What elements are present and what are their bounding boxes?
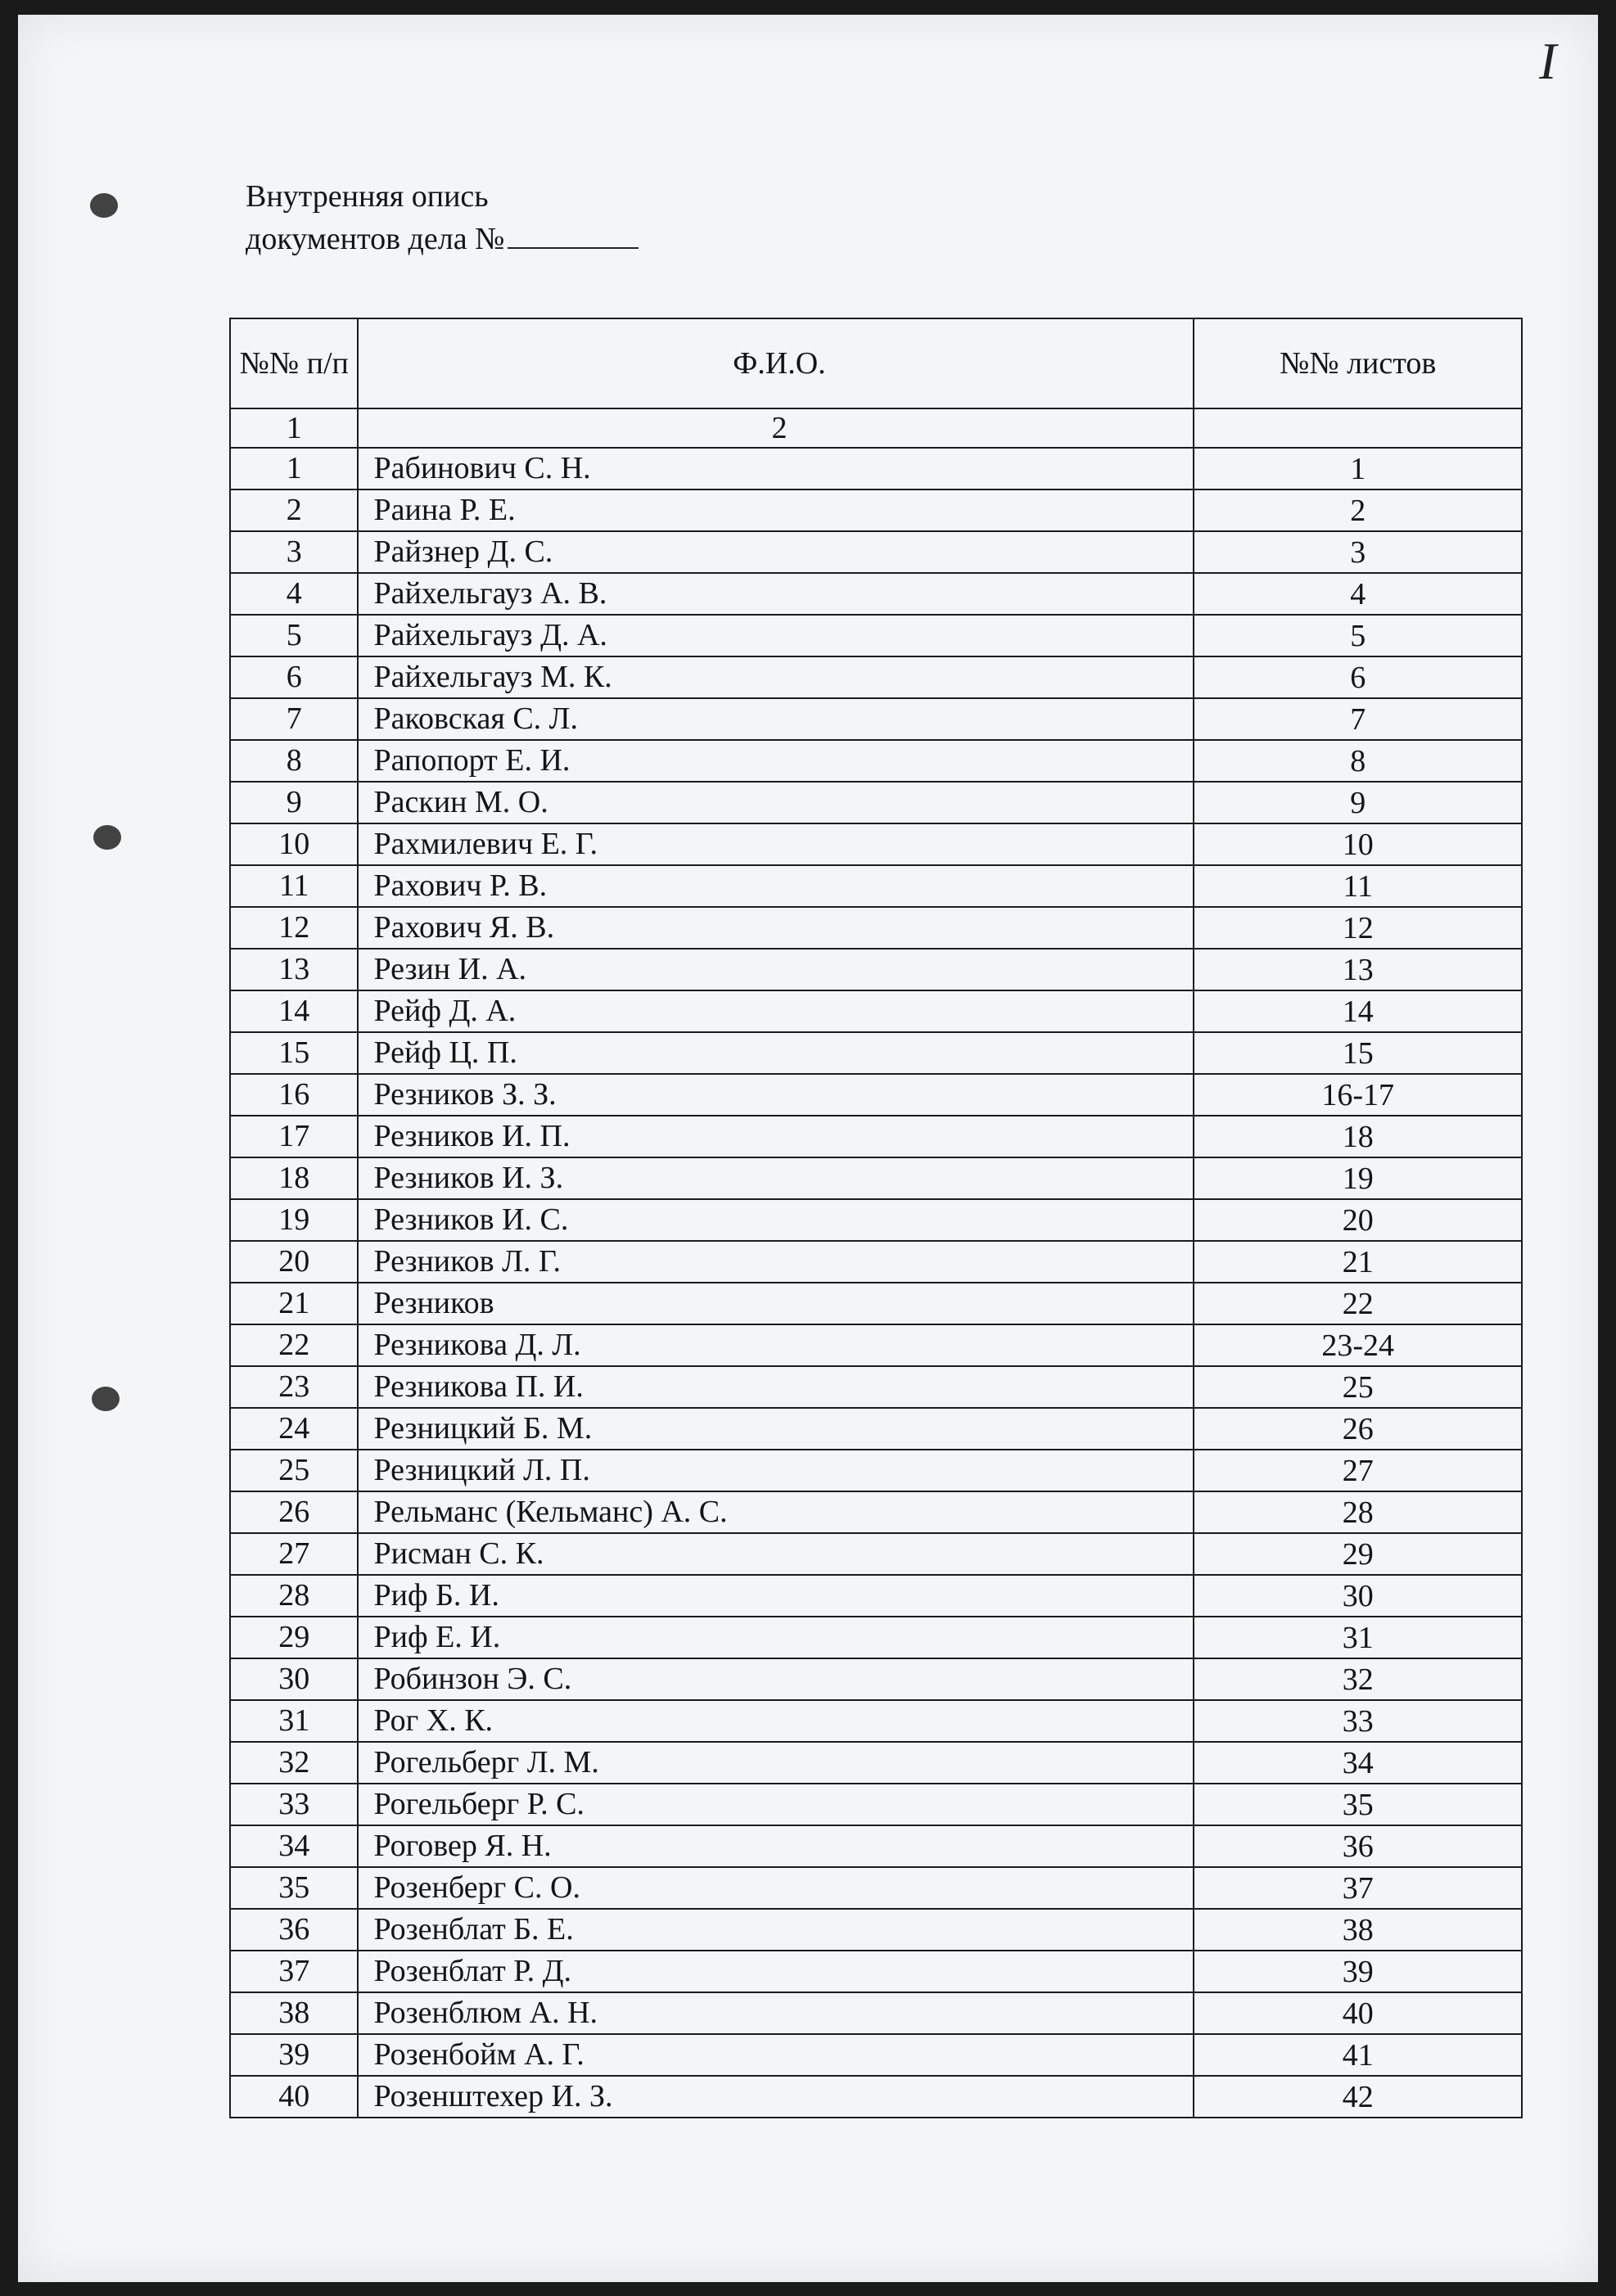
table-header-row: [230, 318, 1522, 408]
column-header-sheets: №№ листов: [1194, 318, 1522, 408]
table-row: [230, 740, 1522, 782]
punch-hole-top: [90, 193, 118, 218]
table-row: [230, 1533, 1522, 1575]
row-sheets: 41: [1194, 2034, 1522, 2076]
case-number-blank: [508, 223, 639, 249]
inventory-rows: [230, 448, 1522, 2118]
row-number: 31: [230, 1700, 358, 1742]
row-name: Розенблюм А. Н.: [358, 1992, 1194, 2034]
row-sheets: 33: [1194, 1700, 1522, 1742]
table-row: [230, 1450, 1522, 1491]
column-header-number: №№ п/п: [230, 318, 358, 408]
row-name: Рогельберг Л. М.: [358, 1742, 1194, 1784]
row-number: 3: [230, 531, 358, 573]
row-number: 28: [230, 1575, 358, 1617]
row-sheets: 26: [1194, 1408, 1522, 1450]
row-name: Резников З. З.: [358, 1074, 1194, 1116]
row-sheets: 36: [1194, 1825, 1522, 1867]
row-sheets: 12: [1194, 907, 1522, 949]
table-row: [230, 656, 1522, 698]
table-row: [230, 531, 1522, 573]
row-number: 4: [230, 573, 358, 615]
header-subtitle-text: документов дела №: [246, 222, 505, 256]
inventory-table: [229, 318, 1523, 2118]
row-name: Райхельгауз М. К.: [358, 656, 1194, 698]
row-number: 25: [230, 1450, 358, 1491]
table-row: [230, 1951, 1522, 1992]
table-row: [230, 823, 1522, 865]
row-sheets: 38: [1194, 1909, 1522, 1951]
row-name: Розенберг С. О.: [358, 1867, 1194, 1909]
row-number: 36: [230, 1909, 358, 1951]
row-number: 10: [230, 823, 358, 865]
row-sheets: 35: [1194, 1784, 1522, 1825]
row-sheets: 22: [1194, 1283, 1522, 1324]
row-sheets: 34: [1194, 1742, 1522, 1784]
table-row: [230, 1408, 1522, 1450]
row-name: Риф Б. И.: [358, 1575, 1194, 1617]
table-row: [230, 1283, 1522, 1324]
row-name: Резников: [358, 1283, 1194, 1324]
row-name: Резникова Д. Л.: [358, 1324, 1194, 1366]
row-name: Рейф Д. А.: [358, 990, 1194, 1032]
column-index-2: 2: [358, 408, 1194, 448]
row-name: Рейф Ц. П.: [358, 1032, 1194, 1074]
row-sheets: 4: [1194, 573, 1522, 615]
row-sheets: 11: [1194, 865, 1522, 907]
row-sheets: 39: [1194, 1951, 1522, 1992]
row-name: Раина Р. Е.: [358, 489, 1194, 531]
table-row: [230, 615, 1522, 656]
row-number: 27: [230, 1533, 358, 1575]
row-sheets: 32: [1194, 1658, 1522, 1700]
row-name: Роговер Я. Н.: [358, 1825, 1194, 1867]
table-row: [230, 1909, 1522, 1951]
row-number: 7: [230, 698, 358, 740]
header-title: Внутренняя опись: [246, 179, 489, 214]
row-number: 2: [230, 489, 358, 531]
row-number: 11: [230, 865, 358, 907]
punch-hole-middle: [93, 825, 121, 850]
table-row: [230, 448, 1522, 489]
row-sheets: 37: [1194, 1867, 1522, 1909]
row-sheets: 19: [1194, 1157, 1522, 1199]
table-row: [230, 1825, 1522, 1867]
row-name: Райхельгауз Д. А.: [358, 615, 1194, 656]
row-sheets: 25: [1194, 1366, 1522, 1408]
row-name: Рельманс (Кельманс) А. С.: [358, 1491, 1194, 1533]
table-row: [230, 489, 1522, 531]
row-name: Рог Х. К.: [358, 1700, 1194, 1742]
row-sheets: 40: [1194, 1992, 1522, 2034]
row-number: 19: [230, 1199, 358, 1241]
row-sheets: 27: [1194, 1450, 1522, 1491]
table-row: [230, 1742, 1522, 1784]
row-number: 13: [230, 949, 358, 990]
row-name: Раскин М. О.: [358, 782, 1194, 823]
row-number: 5: [230, 615, 358, 656]
row-name: Розенблат Б. Е.: [358, 1909, 1194, 1951]
row-number: 38: [230, 1992, 358, 2034]
row-number: 29: [230, 1617, 358, 1658]
row-sheets: 13: [1194, 949, 1522, 990]
table-row: [230, 2076, 1522, 2118]
row-name: Райзнер Д. С.: [358, 531, 1194, 573]
row-number: 39: [230, 2034, 358, 2076]
table-row: [230, 1366, 1522, 1408]
row-sheets: 1: [1194, 448, 1522, 489]
row-name: Рогельберг Р. С.: [358, 1784, 1194, 1825]
row-name: Рахович Я. В.: [358, 907, 1194, 949]
table-row: [230, 782, 1522, 823]
table-row: [230, 1032, 1522, 1074]
row-sheets: 16-17: [1194, 1074, 1522, 1116]
row-name: Рахович Р. В.: [358, 865, 1194, 907]
row-name: Резников И. З.: [358, 1157, 1194, 1199]
column-index-1: 1: [230, 408, 358, 448]
row-name: Райхельгауз А. В.: [358, 573, 1194, 615]
row-sheets: 31: [1194, 1617, 1522, 1658]
row-number: 12: [230, 907, 358, 949]
row-sheets: 2: [1194, 489, 1522, 531]
row-name: Резницкий Л. П.: [358, 1450, 1194, 1491]
row-number: 9: [230, 782, 358, 823]
row-number: 15: [230, 1032, 358, 1074]
row-number: 1: [230, 448, 358, 489]
row-sheets: 30: [1194, 1575, 1522, 1617]
table-row: [230, 1116, 1522, 1157]
table-row: [230, 1617, 1522, 1658]
row-name: Риф Е. И.: [358, 1617, 1194, 1658]
row-name: Резин И. А.: [358, 949, 1194, 990]
row-number: 37: [230, 1951, 358, 1992]
column-header-name: Ф.И.О.: [358, 318, 1194, 408]
row-name: Рисман С. К.: [358, 1533, 1194, 1575]
header-subtitle: [246, 218, 639, 260]
row-number: 16: [230, 1074, 358, 1116]
row-number: 33: [230, 1784, 358, 1825]
row-name: Робинзон Э. С.: [358, 1658, 1194, 1700]
row-sheets: 23-24: [1194, 1324, 1522, 1366]
row-number: 34: [230, 1825, 358, 1867]
row-number: 30: [230, 1658, 358, 1700]
table-row: [230, 1157, 1522, 1199]
row-number: 14: [230, 990, 358, 1032]
row-name: Розенбойм А. Г.: [358, 2034, 1194, 2076]
page-number: I: [1539, 32, 1557, 90]
table-row: [230, 698, 1522, 740]
row-number: 21: [230, 1283, 358, 1324]
row-name: Рабинович С. Н.: [358, 448, 1194, 489]
table-row: [230, 1575, 1522, 1617]
table-row: [230, 1867, 1522, 1909]
table-row: [230, 949, 1522, 990]
row-number: 6: [230, 656, 358, 698]
column-index-row: [230, 408, 1522, 448]
row-name: Резникова П. И.: [358, 1366, 1194, 1408]
row-name: Раковская С. Л.: [358, 698, 1194, 740]
row-number: 8: [230, 740, 358, 782]
row-sheets: 18: [1194, 1116, 1522, 1157]
row-number: 18: [230, 1157, 358, 1199]
row-name: Рапопорт Е. И.: [358, 740, 1194, 782]
table-row: [230, 865, 1522, 907]
document-page: [18, 15, 1598, 2282]
table-row: [230, 1992, 1522, 2034]
row-name: Резников И. П.: [358, 1116, 1194, 1157]
row-sheets: 7: [1194, 698, 1522, 740]
row-sheets: 5: [1194, 615, 1522, 656]
table-row: [230, 1074, 1522, 1116]
row-sheets: 28: [1194, 1491, 1522, 1533]
row-sheets: 6: [1194, 656, 1522, 698]
punch-hole-bottom: [92, 1387, 120, 1411]
row-number: 22: [230, 1324, 358, 1366]
row-sheets: 29: [1194, 1533, 1522, 1575]
row-sheets: 14: [1194, 990, 1522, 1032]
table-row: [230, 1491, 1522, 1533]
row-number: 17: [230, 1116, 358, 1157]
row-name: Розенблат Р. Д.: [358, 1951, 1194, 1992]
table-row: [230, 2034, 1522, 2076]
row-number: 23: [230, 1366, 358, 1408]
row-sheets: 21: [1194, 1241, 1522, 1283]
row-sheets: 8: [1194, 740, 1522, 782]
row-sheets: 3: [1194, 531, 1522, 573]
row-number: 35: [230, 1867, 358, 1909]
row-sheets: 10: [1194, 823, 1522, 865]
row-sheets: 15: [1194, 1032, 1522, 1074]
row-number: 32: [230, 1742, 358, 1784]
row-number: 26: [230, 1491, 358, 1533]
table-row: [230, 990, 1522, 1032]
row-name: Резницкий Б. М.: [358, 1408, 1194, 1450]
table-row: [230, 1324, 1522, 1366]
row-number: 40: [230, 2076, 358, 2118]
row-number: 20: [230, 1241, 358, 1283]
row-sheets: 42: [1194, 2076, 1522, 2118]
row-name: Рахмилевич Е. Г.: [358, 823, 1194, 865]
row-sheets: 20: [1194, 1199, 1522, 1241]
row-number: 24: [230, 1408, 358, 1450]
row-name: Розенштехер И. З.: [358, 2076, 1194, 2118]
column-index-3: [1194, 408, 1522, 448]
table-row: [230, 1241, 1522, 1283]
table-row: [230, 1658, 1522, 1700]
row-name: Резников И. С.: [358, 1199, 1194, 1241]
table-row: [230, 1199, 1522, 1241]
table-row: [230, 1700, 1522, 1742]
document-header: [246, 175, 639, 260]
row-name: Резников Л. Г.: [358, 1241, 1194, 1283]
table-row: [230, 1784, 1522, 1825]
row-sheets: 9: [1194, 782, 1522, 823]
table-row: [230, 573, 1522, 615]
table-row: [230, 907, 1522, 949]
